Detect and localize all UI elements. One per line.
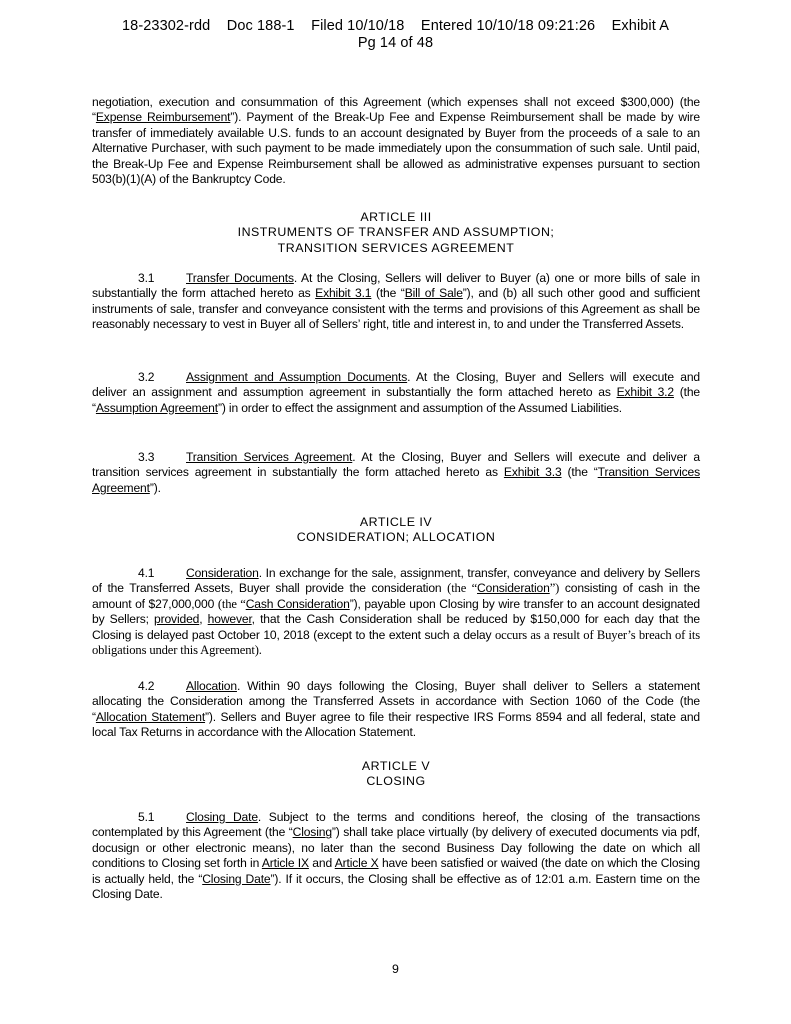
section-number: 3.3 <box>138 450 155 464</box>
defined-term: Expense Reimbursement <box>95 110 231 125</box>
section-title: Consideration <box>186 566 259 580</box>
page-count-line: Pg 14 of 48 <box>357 35 434 51</box>
paragraph-continued: negotiation, execution and consummation of this Agreement (which expenses shall not exceed $300,000) (the “Expense Reimbursement”). Payment of the Break-Up Fee and Expense Reimbursement shall be made by wire transfer of immediately available U.S. funds to an account designated by Buyer from the proceeds of a sale to an Alternative Purchaser, with such payment to be made immediately upon the consummation of such sale. Until paid, the Break-Up Fee and Expense Reimbursement shall be allowed as administrative expenses pursuant to section 503(b)(1)(A) of the Bankruptcy Code. <box>92 95 700 187</box>
section-3-1: 3.1 Transfer Documents. At the Closing, Sellers will deliver to Buyer (a) one or more bills of sale in substantially the form attached hereto as Exhibit 3.1 (the “Bill of Sale”), and (b) all such other good and sufficient instruments of sale, transfer and conveyance consistent with the terms and provisions of this Agreement as shall be reasonably necessary to vest in Buyer all of Sellers’ right, title and interest in, to and under the Transferred Assets. <box>92 271 701 332</box>
section-title: Transition Services Agreement <box>186 450 353 464</box>
section-4-2: 4.2 Allocation. Within 90 days following the Closing, Buyer shall deliver to Sellers a statement allocating the Consideration among the Transferred Assets in accordance with Section 1060 of the Code (the “Allocation Statement”). Sellers and Buyer agree to file their respective IRS Forms 8594 and all federal, state and local Tax Returns in accordance with the Allocation Statement. <box>92 679 700 740</box>
section-3-3: 3.3 Transition Services Agreement. At the Closing, Buyer and Sellers will execute and deliver a transition services agreement in substantially the form attached hereto as Exhibit 3.3 (the “Transition Services Agreement”). <box>92 450 701 495</box>
section-title: Transfer Documents <box>186 271 294 285</box>
page-number: 9 <box>392 962 399 976</box>
section-number: 4.1 <box>138 566 155 580</box>
article-5-heading: ARTICLE V CLOSING <box>361 759 431 789</box>
section-number: 3.2 <box>138 370 155 384</box>
section-5-1: 5.1 Closing Date. Subject to the terms and conditions hereof, the closing of the transactions contemplated by this Agreement (the “Closing”) shall take place virtually (by delivery of executed documents via pdf, docusign or other electronic means), no later than the second Business Day following the date on which all conditions to Closing set forth in Article IX and Article X have been satisfied or waived (the date on which the Closing is actually held, the “Closing Date”). If it occurs, the Closing shall be effective as of 12:01 a.m. Eastern time on the Closing Date. <box>92 810 700 902</box>
article-4-heading: ARTICLE IV CONSIDERATION; ALLOCATION <box>296 515 496 545</box>
section-number: 4.2 <box>138 679 155 693</box>
article-3-heading: ARTICLE III INSTRUMENTS OF TRANSFER AND ASSUMPTION; TRANSITION SERVICES AGREEMENT <box>237 210 555 255</box>
section-3-2: 3.2 Assignment and Assumption Documents. At the Closing, Buyer and Sellers will execute and deliver an assignment and assumption agreement in substantially the form attached hereto as Exhibit 3.2 (the “Assumption Agreement”) in order to effect the assignment and assumption of the Assumed Liabilities. <box>92 370 700 415</box>
section-number: 3.1 <box>138 271 155 285</box>
section-4-1: 4.1 Consideration. In exchange for the sale, assignment, transfer, conveyance and delivery by Sellers of the Transferred Assets, Buyer shall provide the consideration (the “Consideration”) consisting of cash in the amount of $27,000,000 (the “Cash Consideration”), payable upon Closing by wire transfer to an account designated by Sellers; provided, however, that the Cash Consideration shall be reduced by $150,000 for each day that the Closing is delayed past October 10, 2018 (except to the extent such a delay occurs as a result of Buyer’s breach of its obligations under this Agreement). <box>92 566 701 658</box>
section-title: Closing Date <box>186 810 258 824</box>
filing-stamp-line: 18-23302-rdd Doc 188-1 Filed 10/10/18 Entered 10/10/18 09:21:26 Exhibit A <box>122 18 669 34</box>
section-title: Assignment and Assumption Documents <box>186 370 408 384</box>
court-filing-header <box>0 18 791 52</box>
section-number: 5.1 <box>138 810 155 824</box>
section-title: Allocation <box>186 679 237 693</box>
